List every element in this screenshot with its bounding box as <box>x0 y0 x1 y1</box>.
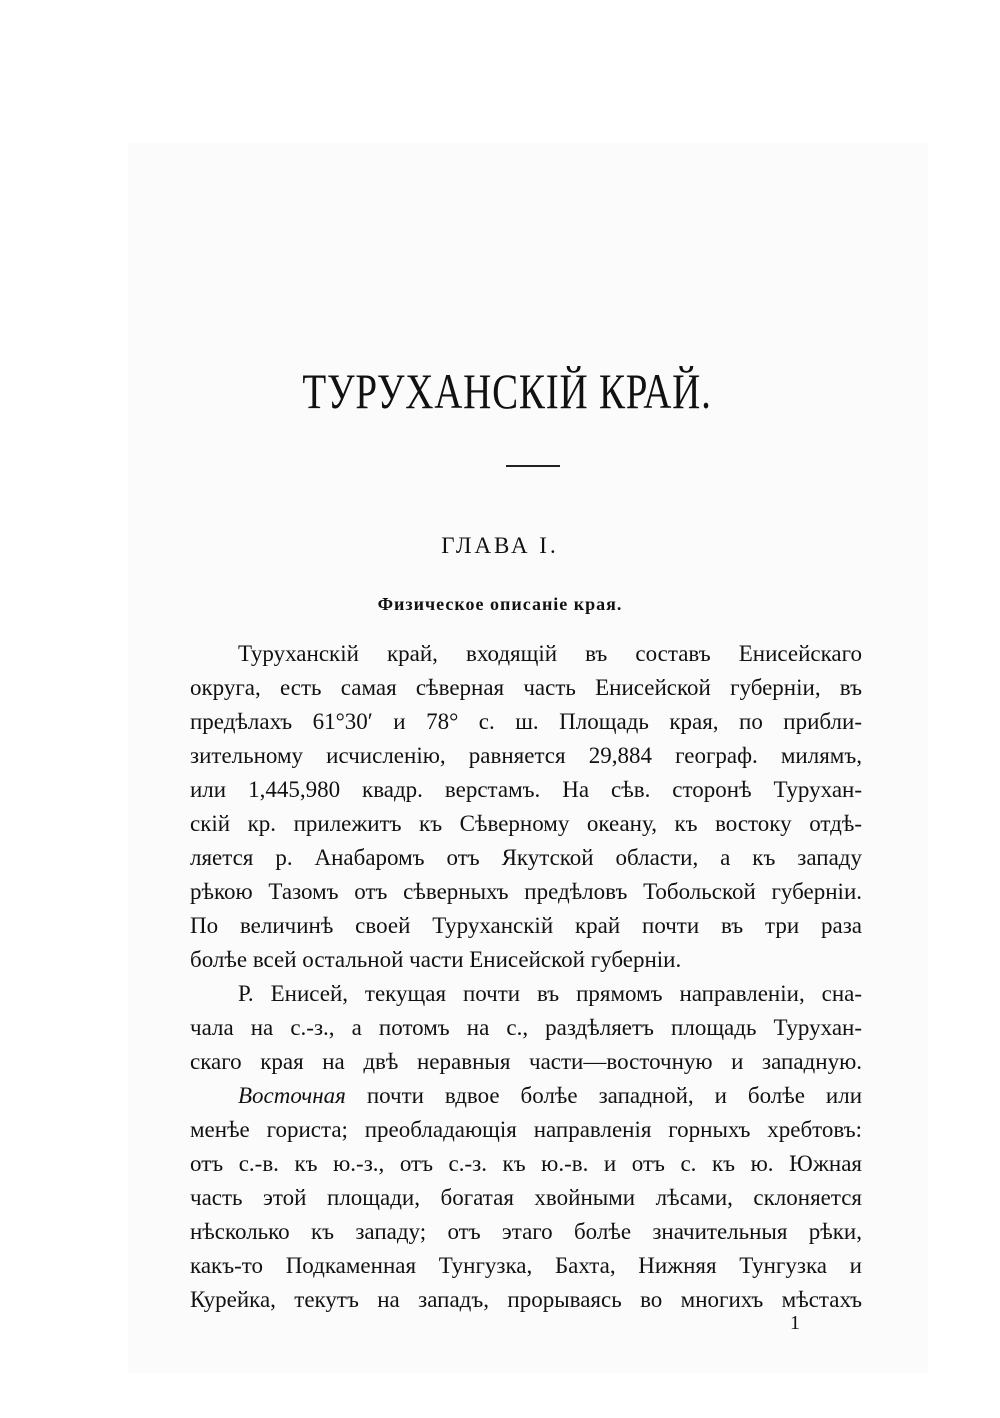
text-line <box>238 1079 862 1113</box>
text-line: Курейка, текутъ на западъ, прорываясь во многихъ мѣстахъ <box>190 1287 862 1312</box>
page-title: ТУРУХАНСКІЙ КРАЙ. <box>302 363 712 419</box>
text-line: какъ-то Подкаменная Тунгузка, Бахта, Нижняя Тунгузка и <box>190 1253 862 1278</box>
section-subtitle: Физическое описаніе края. <box>377 594 623 614</box>
chapter-heading: ГЛАВА I. <box>441 533 559 558</box>
text-line: чала на с.-з., а потомъ на с., раздѣляетъ площадь Турухан- <box>190 1015 862 1040</box>
text-line: Р. Енисей, текущая почти въ прямомъ направленіи, сна- <box>238 981 862 1006</box>
text-line: болѣе всей остальной части Енисейской губерніи. <box>190 947 682 972</box>
text-line: округа, есть самая сѣверная часть Енисейской губерніи, въ <box>190 675 862 700</box>
text-line: скаго края на двѣ неравныя части—восточную и западную. <box>190 1049 862 1074</box>
page-number: 1 <box>790 1312 800 1334</box>
text-line: предѣлахъ 61°30′ и 78° с. ш. Площадь края, по прибли- <box>190 709 862 734</box>
text-line: По величинѣ своей Туруханскій край почти въ три раза <box>190 913 862 938</box>
text-line: ляется р. Анабаромъ отъ Якутской области, а къ западу <box>190 845 862 870</box>
text-span: почти вдвое болѣе западной, и болѣе или <box>366 1083 863 1108</box>
text-line: менѣе гориста; преобладающія направленія горныхъ хребтовъ: <box>190 1117 862 1142</box>
text-line: рѣкою Тазомъ отъ сѣверныхъ предѣловъ Тобольской губерніи. <box>190 879 862 904</box>
text-line: зительному исчисленію, равняется 29,884 географ. милямъ, <box>190 743 862 768</box>
text-line: отъ с.-в. къ ю.-з., отъ с.-з. къ ю.-в. и отъ с. къ ю. Южная <box>190 1151 862 1176</box>
title-rule <box>506 465 560 467</box>
text-line: или 1,445,980 квадр. верстамъ. На сѣв. сторонѣ Турухан- <box>190 777 862 802</box>
text-line: часть этой площади, богатая хвойными лѣсами, склоняется <box>190 1185 862 1210</box>
emphasized-word: Восточная <box>238 1083 346 1108</box>
text-line: Туруханскій край, входящій въ составъ Енисейскаго <box>238 641 862 666</box>
text-line: нѣсколько къ западу; отъ этаго болѣе значительныя рѣки, <box>190 1219 862 1244</box>
text-line: скій кр. прилежитъ къ Сѣверному океану, къ востоку отдѣ- <box>190 811 862 836</box>
